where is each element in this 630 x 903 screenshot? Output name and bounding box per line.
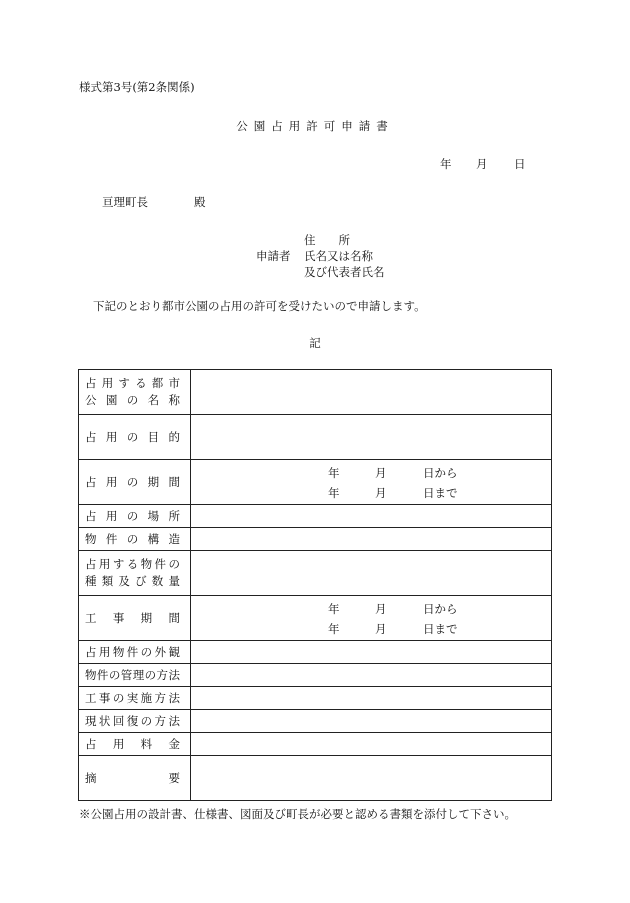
date-line bbox=[440, 156, 526, 172]
recipient bbox=[102, 194, 206, 210]
row-label bbox=[79, 460, 191, 505]
period-month-label: 月 bbox=[375, 602, 387, 616]
row-value-field[interactable] bbox=[191, 710, 552, 733]
table-row bbox=[79, 551, 552, 596]
form-number: 様式第3号(第2条関係) bbox=[79, 80, 195, 94]
application-table bbox=[78, 369, 552, 801]
row-value-field[interactable] bbox=[191, 415, 552, 460]
row-label-line: 占 用 料 金 bbox=[85, 736, 180, 751]
period-from-line bbox=[328, 465, 458, 481]
applicant-block bbox=[256, 232, 385, 280]
row-value-field[interactable] bbox=[191, 687, 552, 710]
row-value-field[interactable] bbox=[191, 596, 552, 641]
table-row bbox=[79, 664, 552, 687]
table-row bbox=[79, 415, 552, 460]
row-label bbox=[79, 528, 191, 551]
period-month-label: 月 bbox=[375, 622, 387, 636]
row-label-line: 工 事 期 間 bbox=[85, 610, 180, 625]
period-from-line bbox=[328, 601, 458, 617]
address-label: 住 所 bbox=[304, 233, 350, 247]
row-label bbox=[79, 596, 191, 641]
table-row bbox=[79, 596, 552, 641]
table-row bbox=[79, 370, 552, 415]
table-row bbox=[79, 756, 552, 801]
row-value-field[interactable] bbox=[191, 733, 552, 756]
period-from-label: 日から bbox=[423, 466, 458, 480]
row-label bbox=[79, 733, 191, 756]
period-until-line bbox=[328, 485, 458, 501]
row-label bbox=[79, 664, 191, 687]
row-value-field[interactable] bbox=[191, 528, 552, 551]
table-row bbox=[79, 687, 552, 710]
row-label bbox=[79, 505, 191, 528]
row-value-field[interactable] bbox=[191, 370, 552, 415]
row-label-line: 種 類 及 び 数 量 bbox=[85, 574, 180, 588]
row-value-field[interactable] bbox=[191, 641, 552, 664]
name-label: 氏名又は名称 bbox=[304, 249, 373, 263]
table-row bbox=[79, 460, 552, 505]
row-label-line: 物 件 の 管 理 の 方 法 bbox=[85, 667, 180, 682]
page-title: 公園占用許可申請書 bbox=[236, 119, 394, 133]
row-label-line: 占 用 す る 都 市 bbox=[85, 376, 180, 390]
row-value-field[interactable] bbox=[191, 756, 552, 801]
table-row bbox=[79, 505, 552, 528]
row-label-line: 占 用 の 目 的 bbox=[85, 429, 180, 444]
table-row bbox=[79, 710, 552, 733]
row-label bbox=[79, 551, 191, 596]
footnote: ※公園占用の設計書、仕様書、図面及び町長が必要と認める書類を添付して下さい。 bbox=[79, 807, 516, 821]
row-value-field[interactable] bbox=[191, 551, 552, 596]
row-label-line: 占 用 物 件 の 外 観 bbox=[85, 644, 180, 659]
period-month-label: 月 bbox=[375, 466, 387, 480]
row-value-field[interactable] bbox=[191, 460, 552, 505]
period-until-label: 日まで bbox=[423, 622, 458, 636]
row-label-line: 物 件 の 構 造 bbox=[85, 531, 180, 546]
table-row bbox=[79, 733, 552, 756]
period-until-line bbox=[328, 621, 458, 637]
row-label bbox=[79, 710, 191, 733]
row-label bbox=[79, 370, 191, 415]
date-year-label: 年 bbox=[440, 157, 452, 171]
applicant-label: 申請者 bbox=[256, 249, 291, 263]
period-month-label: 月 bbox=[375, 486, 387, 500]
intro-text: 下記のとおり都市公園の占用の許可を受けたいので申請します。 bbox=[93, 299, 426, 313]
row-label-line: 占 用 の 場 所 bbox=[85, 508, 180, 523]
row-label bbox=[79, 756, 191, 801]
row-value-field[interactable] bbox=[191, 664, 552, 687]
period-year-label: 年 bbox=[328, 466, 340, 480]
row-value-field[interactable] bbox=[191, 505, 552, 528]
table-row bbox=[79, 528, 552, 551]
period-from-label: 日から bbox=[423, 602, 458, 616]
recipient-addressee: 亘理町長 bbox=[102, 195, 148, 209]
recipient-honorific: 殿 bbox=[194, 195, 206, 209]
row-label-line: 占 用 の 期 間 bbox=[85, 474, 180, 489]
period-year-label: 年 bbox=[328, 602, 340, 616]
row-label bbox=[79, 687, 191, 710]
row-label bbox=[79, 415, 191, 460]
row-label-line: 占 用 す る 物 件 の bbox=[85, 557, 180, 571]
table-row bbox=[79, 641, 552, 664]
period-until-label: 日まで bbox=[423, 486, 458, 500]
row-label-line: 現 状 回 復 の 方 法 bbox=[85, 713, 180, 728]
representative-label: 及び代表者氏名 bbox=[304, 265, 385, 279]
row-label-line: 摘 要 bbox=[85, 770, 180, 785]
row-label bbox=[79, 641, 191, 664]
period-year-label: 年 bbox=[328, 486, 340, 500]
row-label-line: 公 園 の 名 称 bbox=[85, 393, 180, 407]
row-label-line: 工 事 の 実 施 方 法 bbox=[85, 690, 180, 705]
date-month-label: 月 bbox=[476, 157, 488, 171]
ki-heading: 記 bbox=[309, 336, 321, 350]
period-year-label: 年 bbox=[328, 622, 340, 636]
date-day-label: 日 bbox=[514, 157, 526, 171]
